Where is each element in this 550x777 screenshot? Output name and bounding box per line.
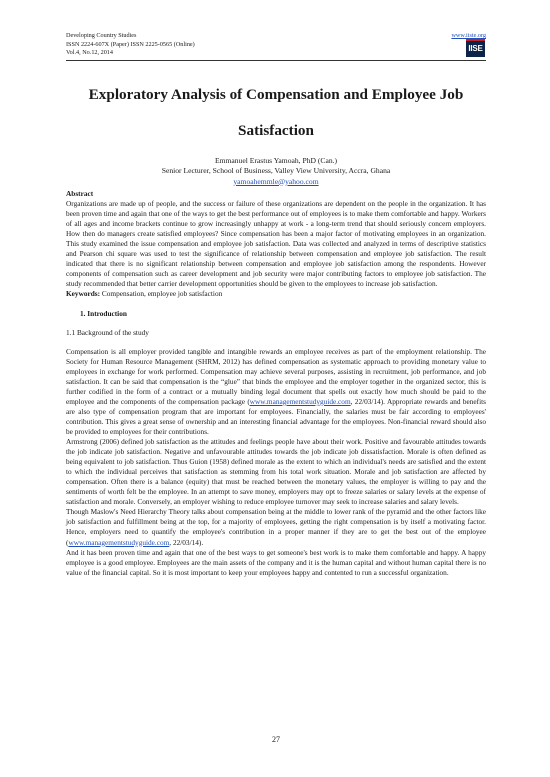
author-email-link[interactable]: yamoahemmle@yahoo.com xyxy=(233,176,319,186)
volume-line: Vol.4, No.12, 2014 xyxy=(66,49,113,57)
reference-link[interactable]: www.managementstudyguide.com xyxy=(249,396,351,406)
keywords-line xyxy=(66,289,486,299)
journal-url-link[interactable]: www.iiste.org xyxy=(451,32,486,39)
paragraph-happy-employee: And it has been proven time and again that one of the best ways to get someone's best work is to make them comfortable and happy. A happy employee is a good employee. Employees are the main assets of the company and it is the human capital and without human capital there is no value of the financial capital. So it is most important to keep your employees happy and contented to run a successful organization. xyxy=(66,547,486,577)
section-heading-introduction: 1. Introduction xyxy=(80,308,127,318)
paragraph-text: , 22/03/14). xyxy=(169,537,204,547)
keywords-text: Compensation, employee job satisfaction xyxy=(100,289,223,299)
paragraph-text: Though Maslow's Need Hierarchy Theory talks about compensation being at the middle to lower rank of the pyramid and the other factors like job satisfaction and fulfillment being at the top, for a majority of employees, getting the right compensation is by itself a motivating factor. Hence, employers need to quantify the employee's contribution in a proper manner if they are to get the best out of the employee ( xyxy=(66,507,486,547)
abstract-heading: Abstract xyxy=(66,189,94,198)
paragraph-text: , 22/03/14). Appropriate rewards and benefits are also type of compensation program that are important for employees. Financially, the salaries must be fair according to employees' contribution. This gives a great sense of ownership and an interesting financial advantage for the employees. Non-financial reward should also be provided to employees for their contributions. xyxy=(66,396,486,436)
journal-header xyxy=(66,32,486,58)
reference-link[interactable]: www.managementstudyguide.com xyxy=(68,537,170,547)
iiste-logo: IISE xyxy=(466,41,485,57)
paper-body xyxy=(66,189,486,578)
page-number: 27 xyxy=(272,735,280,744)
abstract-text: Organizations are made up of people, and the success or failure of these organizations are dependent on the people in the organization. It has been proven time and again that one of the ways to get the best performance out of employees is to make them comfortable and happy. Workers of all ages and income brackets continue to grow increasingly unhappy at work - a long-term trend that should seriously concern employers. How then do managers create satisfied employees? Since compensation has been a major factor of motivating employees in an organization. This study examined the issue compensation and employee job satisfaction. Data was collected and analyzed in terms of descriptive statistics and Pearson chi square was used to test the significance of relationship between compensation and employee job satisfaction. The result indicated that there is no significant relationship between compensation and employee job satisfaction among the respondents. However components of compensation such as career development and job security were major contributing factors to employee job satisfaction. The study recommended that better carrier development opportunities should be given to the employees to increase job satisfaction. xyxy=(66,199,486,289)
keywords-label: Keywords: xyxy=(66,289,101,299)
paragraph-job-satisfaction: Armstrong (2006) defined job satisfaction as the attitudes and feelings people have about their work. Positive and favourable attitudes towards the job indicate job satisfaction. Negative and unfavourable attitudes towards the job indicate job dissatisfaction. Morale is often defined as being equivalent to job satisfaction. Thus Guion (1958) defined morale as the extent to which an individual's needs are satisfied and the extent to which the individual perceives that satisfaction as stemming from his total work situation. Morale and job satisfaction are affected by compensation. Often there is a balance (equity) that must be reached between the monetary values, the employer is willing to pay and the sentiments of worth felt be the employee. In an attempt to save money, employers may opt to freeze salaries or salary levels at the expense of satisfaction and morale. Conversely, an employer wishing to reduce employee turnover may seek to increase salaries and salary levels. xyxy=(66,437,486,507)
author-block xyxy=(66,156,486,187)
journal-name: Developing Country Studies xyxy=(66,32,137,39)
subsection-heading-background: 1.1 Background of the study xyxy=(66,327,149,337)
paper-title: Exploratory Analysis of Compensation and Employee Job Satisfaction xyxy=(88,86,464,139)
author-affiliation: Senior Lecturer, School of Business, Valley View University, Accra, Ghana xyxy=(161,166,391,176)
paragraph-compensation xyxy=(66,347,486,437)
author-name: Emmanuel Erastus Yamoah, PhD (Can.) xyxy=(214,156,338,165)
header-divider xyxy=(66,60,486,61)
paragraph-maslow xyxy=(66,507,486,547)
issn-line: ISSN 2224-607X (Paper) ISSN 2225-0565 (Online) xyxy=(66,40,195,48)
paragraph-text: Compensation is all employer provided tangible and intangible rewards an employee receives as part of the employment relationship. The Society for Human Resource Management (SHRM, 2012) has defined compensation as systematic approach to providing monetary value to employees in exchange for work performed. Compensation may achieve several purposes, assisting in recruitment, job performance, and job satisfaction. It can be said that compensation is the “glue” that binds the employee and the employer together in the organized sector, this is further codified in the form of a contract or a mutually binding legal document that spells out exactly how much should be paid to the employee and the components of the compensation package ( xyxy=(66,346,486,406)
